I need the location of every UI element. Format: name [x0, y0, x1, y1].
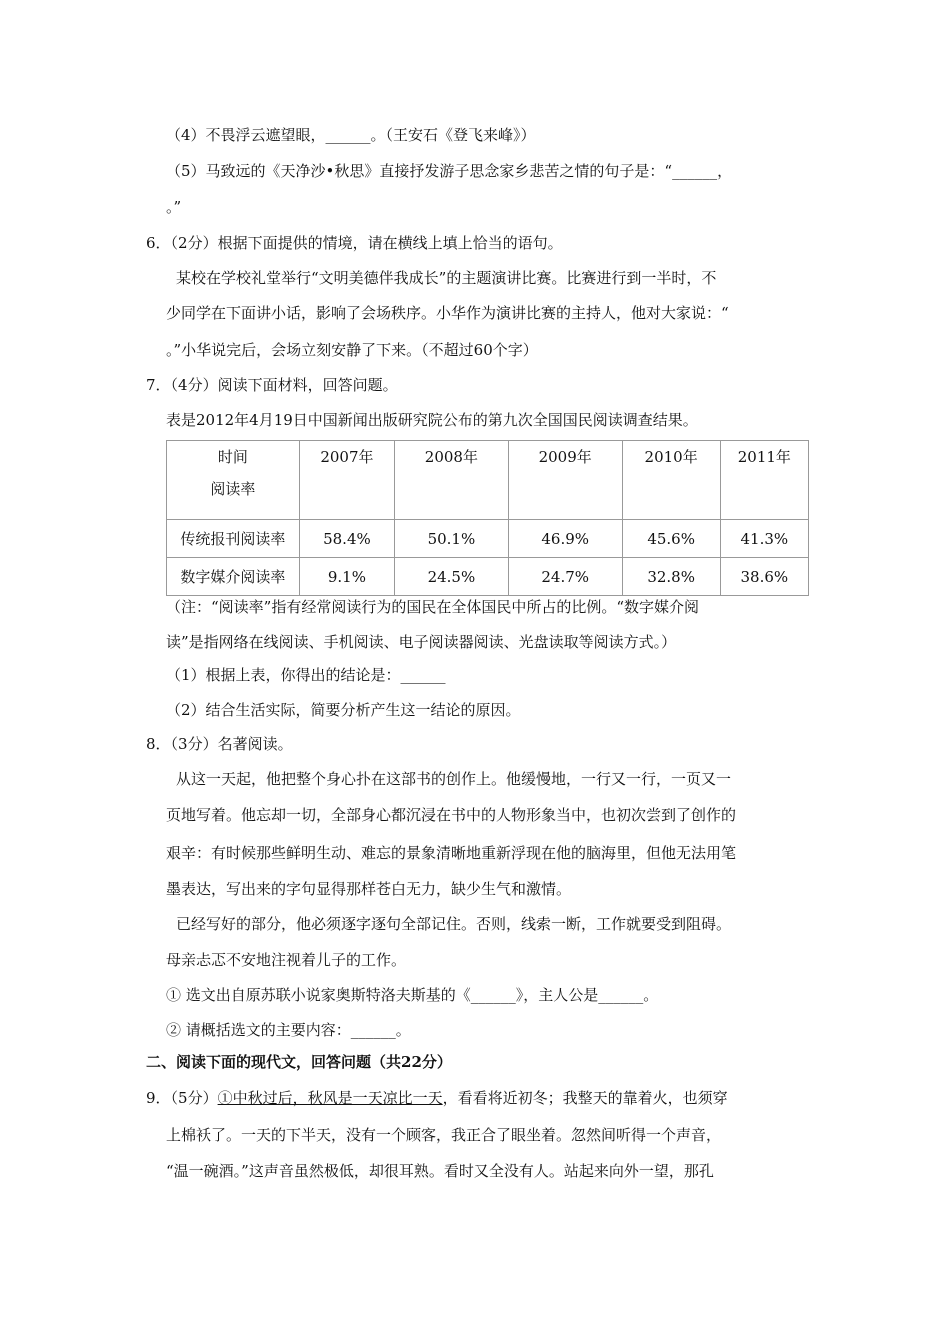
question-8-sub-2: ② 请概括选文的主要内容：______。: [166, 1021, 411, 1039]
table-cell: 9.1%: [299, 558, 394, 596]
year-header: 2009年: [508, 441, 622, 520]
question-9-line-3: “温一碗酒。”这声音虽然极低，却很耳熟。看时又全没有人。站起来向外一望，那孔: [166, 1162, 714, 1180]
table-cell: 24.5%: [395, 558, 509, 596]
poem-item-5-continued: 。”: [166, 198, 182, 216]
poem-item-4: （4）不畏浮云遮望眼，______。（王安石《登飞来峰》）: [166, 126, 536, 144]
question-8-passage-1d: 墨表达，写出来的字句显得那样苍白无力，缺少生气和激情。: [166, 880, 572, 898]
question-6-title: 6．（2分）根据下面提供的情境，请在横线上填上恰当的语句。: [146, 234, 563, 252]
question-7-sub-2: （2）结合生活实际，简要分析产生这一结论的原因。: [166, 701, 521, 719]
year-header: 2007年: [299, 441, 394, 520]
question-8-passage-2a: 已经写好的部分，他必须逐字逐句全部记住。否则，线索一断，工作就要受到阻碍。: [176, 915, 732, 933]
table-row: [167, 520, 809, 558]
question-8-sub-1: ① 选文出自原苏联小说家奥斯特洛夫斯基的《______》，主人公是______。: [166, 986, 659, 1004]
question-6-text-3: 。”小华说完后，会场立刻安静了下来。（不超过60个字）: [166, 341, 538, 359]
table-cell: 45.6%: [622, 520, 720, 558]
table-cell: 41.3%: [720, 520, 808, 558]
year-header: 2010年: [622, 441, 720, 520]
table-cell: 32.8%: [622, 558, 720, 596]
table-note-1: （注：“阅读率”指有经常阅读行为的国民在全体国民中所占的比例。“数字媒介阅: [166, 598, 700, 616]
section-2-heading: 二、阅读下面的现代文，回答问题（共22分）: [146, 1053, 452, 1071]
row-label: 数字媒介阅读率: [167, 558, 300, 596]
question-9-line-2: 上棉袄了。一天的下半天，没有一个顾客，我正合了眼坐着。忽然间听得一个声音，: [166, 1126, 722, 1144]
table-cell: 50.1%: [395, 520, 509, 558]
year-header: 2011年: [720, 441, 808, 520]
table-row: [167, 558, 809, 596]
table-header-row: [167, 441, 809, 520]
question-7-intro: 表是2012年4月19日中国新闻出版研究院公布的第九次全国国民阅读调查结果。: [166, 411, 698, 429]
underlined-sentence-1: ①中秋过后，秋风是一天凉比一天: [217, 1089, 443, 1107]
question-9-line-1: [146, 1088, 728, 1108]
question-8-passage-1c: 艰辛：有时候那些鲜明生动、难忘的景象清晰地重新浮现在他的脑海里，但他无法用笔: [166, 844, 737, 862]
question-9-number: 9．（5分）: [146, 1089, 218, 1107]
poem-item-5: （5）马致远的《天净沙•秋思》直接抒发游子思念家乡悲苦之情的句子是：“______，: [166, 162, 733, 180]
question-6-text-2: 少同学在下面讲小话，影响了会场秩序。小华作为演讲比赛的主持人，他对大家说：“: [166, 304, 729, 322]
table-cell: 38.6%: [720, 558, 808, 596]
question-8-title: 8．（3分）名著阅读。: [146, 735, 293, 753]
corner-label-rate: 阅读率: [210, 480, 256, 498]
table-corner-cell: [167, 441, 300, 520]
question-9-text: ，看看将近初冬；我整天的靠着火，也须穿: [442, 1089, 728, 1107]
corner-label-time: 时间: [217, 448, 248, 466]
table-cell: 58.4%: [299, 520, 394, 558]
table-note-2: 读”是指网络在线阅读、手机阅读、电子阅读器阅读、光盘读取等阅读方式。）: [166, 633, 677, 651]
question-8-passage-1a: 从这一天起，他把整个身心扑在这部书的创作上。他缓慢地，一行又一行，一页又一: [176, 770, 732, 788]
question-8-passage-1b: 页地写着。他忘却一切，全部身心都沉浸在书中的人物形象当中，也初次尝到了创作的: [166, 806, 737, 824]
question-8-passage-2b: 母亲忐忑不安地注视着儿子的工作。: [166, 951, 407, 969]
reading-survey-table: [166, 440, 809, 596]
year-header: 2008年: [395, 441, 509, 520]
question-7-title: 7．（4分）阅读下面材料，回答问题。: [146, 376, 398, 394]
question-6-text-1: 某校在学校礼堂举行“文明美德伴我成长”的主题演讲比赛。比赛进行到一半时，不: [176, 269, 717, 287]
table-cell: 46.9%: [508, 520, 622, 558]
row-label: 传统报刊阅读率: [167, 520, 300, 558]
table-cell: 24.7%: [508, 558, 622, 596]
question-7-sub-1: （1）根据上表，你得出的结论是：______: [166, 666, 446, 684]
